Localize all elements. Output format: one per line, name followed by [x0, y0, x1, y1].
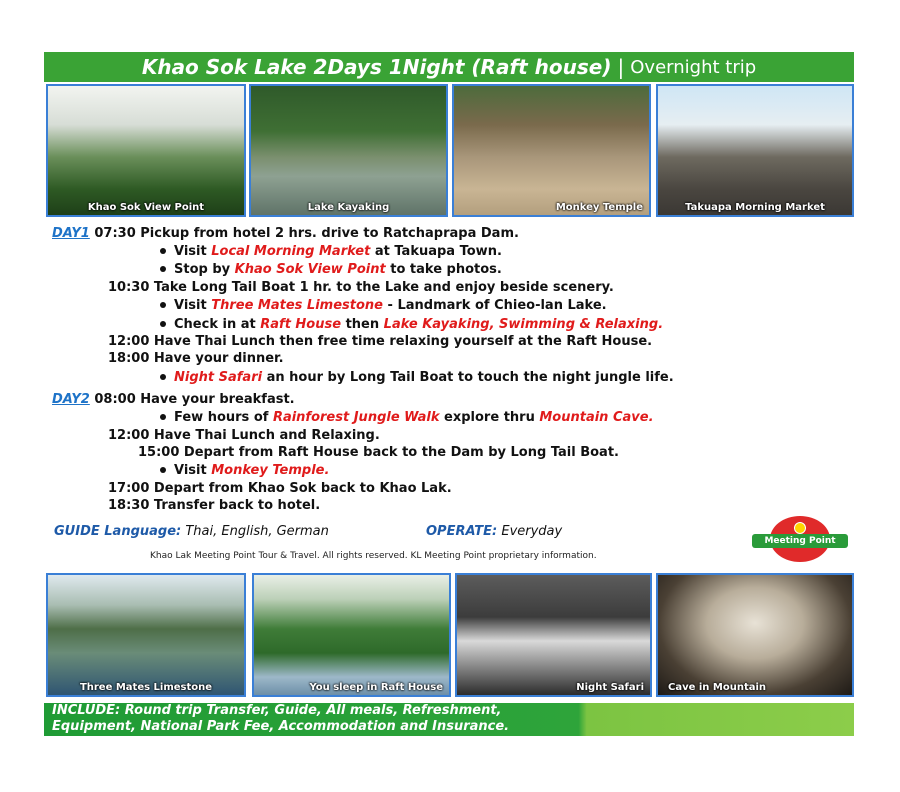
itinerary-line — [160, 298, 607, 313]
itinerary-text: 07:30 Pickup from hotel 2 hrs. drive to Ratchaprapa Dam. — [94, 226, 519, 241]
bullet-icon — [160, 467, 166, 473]
itinerary-text: 18:30 Transfer back to hotel. — [108, 498, 321, 513]
photo-monkey-temple — [452, 84, 651, 217]
photo-caption: Lake Kayaking — [307, 202, 390, 213]
photo-cave — [656, 573, 854, 697]
itinerary-text: - Landmark of Chieo-lan Lake. — [383, 298, 607, 313]
include-label: INCLUDE: — [52, 703, 121, 718]
itinerary-text: 12:00 Have Thai Lunch and Relaxing. — [108, 428, 380, 443]
itinerary-line — [52, 392, 295, 407]
page-title: Khao Sok Lake 2Days 1Night (Raft house) — [141, 55, 612, 79]
bullet-icon — [160, 248, 166, 254]
photo-raft-house — [252, 573, 451, 697]
highlight-text: Lake Kayaking, Swimming & Relaxing. — [383, 317, 664, 332]
bullet-icon — [160, 414, 166, 420]
itinerary-text: Visit — [174, 244, 212, 259]
bullet-icon — [160, 302, 166, 308]
itinerary-text: 15:00 Depart from Raft House back to the Dam by Long Tail Boat. — [138, 445, 619, 460]
page-subtitle: Overnight trip — [630, 56, 757, 78]
photo-caption: Monkey Temple — [555, 202, 643, 213]
bullet-icon — [160, 321, 166, 327]
itinerary-text: Few hours of — [174, 410, 273, 425]
itinerary-line — [160, 262, 502, 277]
itinerary-text: Visit — [174, 298, 212, 313]
itinerary-line — [138, 445, 619, 460]
itinerary-text: 08:00 Have your breakfast. — [94, 392, 295, 407]
meeting-point-logo — [752, 516, 848, 562]
itinerary-text: at Takuapa Town. — [370, 244, 502, 259]
include-line-1 — [52, 703, 846, 719]
itinerary-text: Check in at — [174, 317, 261, 332]
photo-caption: Night Safari — [576, 682, 644, 693]
itinerary-text: to take photos. — [385, 262, 502, 277]
photo-takuapa-market — [656, 84, 854, 217]
copyright-notice: Khao Lak Meeting Point Tour & Travel. All rights reserved. KL Meeting Point proprietary information. — [150, 551, 597, 561]
itinerary-line — [108, 481, 452, 496]
photo-caption: You sleep in Raft House — [309, 682, 443, 693]
itinerary-line — [108, 498, 320, 513]
operate-value: Everyday — [497, 524, 563, 539]
itinerary-line — [160, 317, 663, 332]
title-separator: | — [617, 55, 625, 79]
highlight-text: Monkey Temple. — [211, 463, 330, 478]
highlight-text: Khao Sok View Point — [234, 262, 386, 277]
include-bar — [44, 703, 854, 736]
itinerary-text: 10:30 Take Long Tail Boat 1 hr. to the Lake and enjoy beside scenery. — [108, 280, 614, 295]
title-bar — [44, 52, 854, 82]
itinerary-text: an hour by Long Tail Boat to touch the night jungle life. — [262, 370, 674, 385]
itinerary-text: 12:00 Have Thai Lunch then free time relaxing yourself at the Raft House. — [108, 334, 653, 349]
itinerary-line — [160, 370, 674, 385]
itinerary-text: 18:00 Have your dinner. — [108, 351, 284, 366]
day1-label: DAY1 — [52, 226, 90, 241]
highlight-text: Rainforest Jungle Walk — [272, 410, 440, 425]
photo-three-mates — [46, 573, 246, 697]
include-line-2: Equipment, National Park Fee, Accommodation and Insurance. — [52, 719, 510, 734]
highlight-text: Raft House — [260, 317, 342, 332]
highlight-text: Night Safari — [174, 370, 263, 385]
operate-label: OPERATE: — [426, 524, 498, 539]
logo-text: Meeting Point — [752, 534, 848, 548]
guide-value: Thai, English, German — [181, 524, 329, 539]
guide-language — [54, 524, 329, 539]
itinerary-text: 17:00 Depart from Khao Sok back to Khao Lak. — [108, 481, 452, 496]
highlight-text: Local Morning Market — [211, 244, 371, 259]
itinerary-line — [52, 226, 519, 241]
itinerary-line — [160, 244, 502, 259]
itinerary-text: Visit — [174, 463, 212, 478]
itinerary-line — [160, 463, 329, 478]
photo-khao-sok-view-point — [46, 84, 246, 217]
bullet-icon — [160, 266, 166, 272]
photo-caption: Cave in Mountain — [668, 682, 767, 693]
itinerary-line — [160, 410, 654, 425]
photo-caption: Takuapa Morning Market — [685, 202, 825, 213]
highlight-text: Mountain Cave. — [539, 410, 654, 425]
photo-lake-kayaking — [249, 84, 448, 217]
photo-caption: Khao Sok View Point — [87, 202, 205, 213]
itinerary-line — [108, 280, 614, 295]
itinerary-line — [108, 351, 284, 366]
include-text: Round trip Transfer, Guide, All meals, Refreshment, — [120, 703, 502, 718]
info-icon — [794, 522, 806, 534]
itinerary-line — [108, 428, 380, 443]
day2-label: DAY2 — [52, 392, 90, 407]
bullet-icon — [160, 374, 166, 380]
photo-caption: Three Mates Limestone — [79, 682, 213, 693]
guide-label: GUIDE Language: — [54, 524, 182, 539]
itinerary-text: then — [341, 317, 384, 332]
operate-days — [426, 524, 562, 539]
itinerary-line — [108, 334, 652, 349]
itinerary-text: Stop by — [174, 262, 235, 277]
highlight-text: Three Mates Limestone — [211, 298, 383, 313]
itinerary-text: explore thru — [439, 410, 540, 425]
photo-night-safari — [455, 573, 652, 697]
